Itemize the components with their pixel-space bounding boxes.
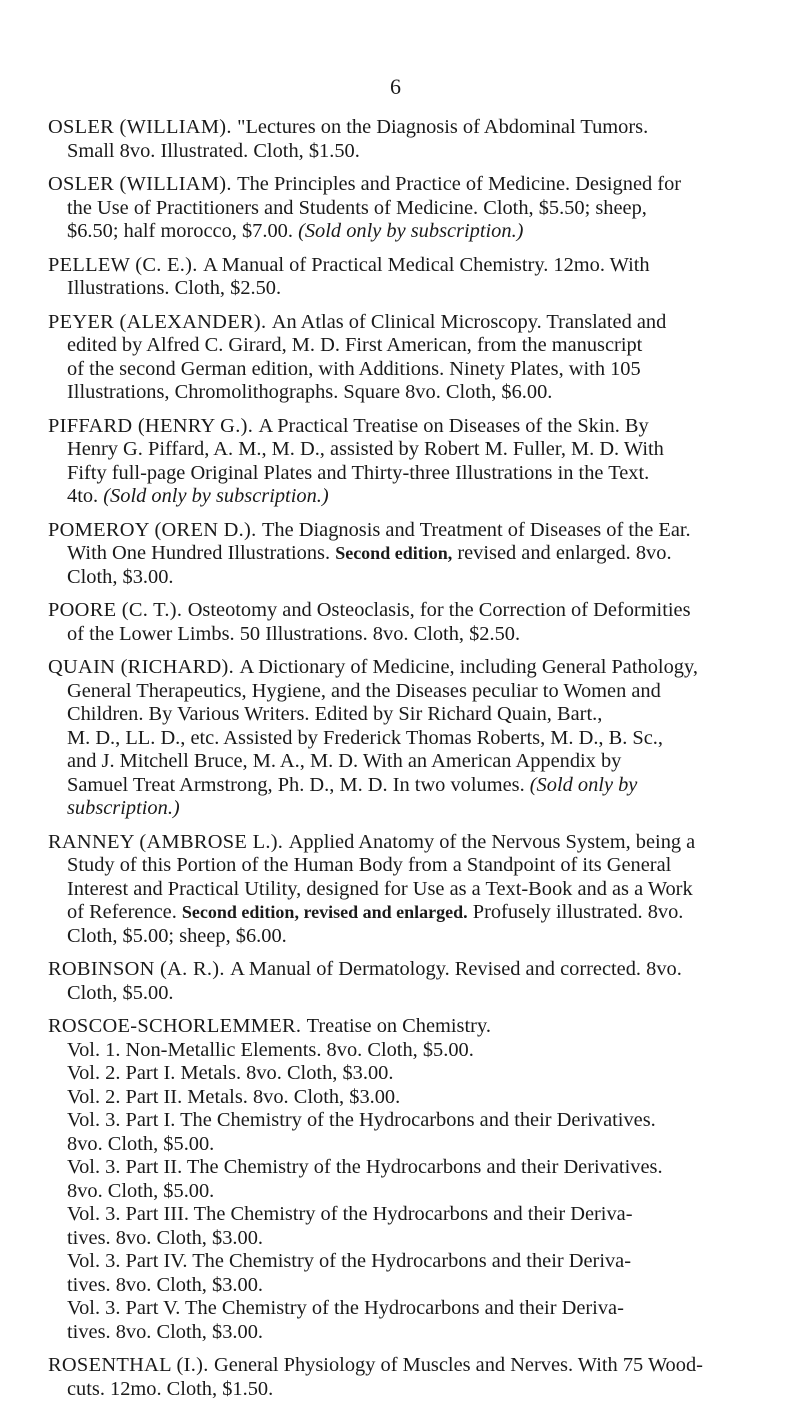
entry-text: The Diagnosis and Treatment of Diseases of the Ear. bbox=[261, 518, 691, 541]
entry-author: PIFFARD (HENRY G.). bbox=[48, 414, 259, 437]
volume-line: 8vo. Cloth, $5.00. bbox=[67, 1179, 215, 1202]
catalog-entry bbox=[48, 116, 760, 163]
entry-author: ROBINSON (A. R.). bbox=[48, 958, 231, 980]
entry-text: Applied Anatomy of the Nervous System, being a bbox=[288, 830, 696, 853]
entry-line bbox=[48, 519, 760, 543]
entry-line: and J. Mitchell Bruce, M. A., M. D. With an American Appendix by bbox=[67, 750, 622, 772]
entry-line: Fifty full-page Original Plates and Thirty-three Illustrations in the Text. bbox=[67, 461, 650, 484]
entry-note: (Sold only by subscription.) bbox=[103, 485, 329, 507]
catalog-entry bbox=[48, 415, 760, 509]
entry-line: Cloth, $5.00. bbox=[67, 981, 174, 1004]
entry-author: PELLEW (C. E.). bbox=[48, 253, 204, 276]
volume-line: Vol. 3. Part II. The Chemistry of the Hydrocarbons and their Derivatives. bbox=[67, 1156, 663, 1178]
edition-note: Second edition, bbox=[335, 543, 453, 563]
entry-text: of Reference. bbox=[67, 901, 182, 923]
entry-line bbox=[48, 415, 760, 439]
entry-line: Children. By Various Writers. Edited by Sir Richard Quain, Bart., bbox=[67, 703, 603, 725]
entry-line bbox=[48, 542, 760, 566]
entry-text: "Lectures on the Diagnosis of Abdominal Tumors. bbox=[237, 116, 649, 138]
entry-author: ROSENTHAL (I.). bbox=[48, 1354, 215, 1376]
entry-line: the Use of Practitioners and Students of Medicine. Cloth, $5.50; sheep, bbox=[67, 196, 647, 219]
entry-line bbox=[48, 797, 760, 821]
entry-line: Henry G. Piffard, A. M., M. D., assisted by Robert M. Fuller, M. D. With bbox=[67, 438, 664, 460]
entry-author: OSLER (WILLIAM). bbox=[48, 116, 238, 138]
entry-line: M. D., LL. D., etc. Assisted by Frederick Thomas Roberts, M. D., B. Sc., bbox=[67, 726, 663, 749]
entry-line: edited by Alfred C. Girard, M. D. First American, from the manuscript bbox=[67, 334, 643, 356]
volume-line: tives. 8vo. Cloth, $3.00. bbox=[67, 1273, 263, 1296]
volume-line: Vol. 2. Part II. Metals. 8vo. Cloth, $3.00. bbox=[67, 1085, 401, 1108]
entry-text: Osteotomy and Osteoclasis, for the Correction of Deformities bbox=[187, 599, 691, 621]
entry-author: PEYER (ALEXANDER). bbox=[48, 310, 272, 333]
entry-author: RANNEY (AMBROSE L.). bbox=[48, 830, 289, 853]
catalog-entries bbox=[48, 116, 760, 1411]
entry-text: General Physiology of Muscles and Nerves. With 75 Wood- bbox=[214, 1354, 703, 1376]
entry-author: OSLER (WILLIAM). bbox=[48, 173, 238, 195]
entry-line: General Therapeutics, Hygiene, and the Diseases peculiar to Women and bbox=[67, 679, 661, 702]
entry-line: of the Lower Limbs. 50 Illustrations. 8vo. Cloth, $2.50. bbox=[67, 622, 521, 645]
catalog-entry bbox=[48, 1015, 760, 1344]
catalog-entry bbox=[48, 311, 760, 405]
entry-line bbox=[48, 485, 760, 509]
entry-note: (Sold only by subscription.) bbox=[298, 220, 524, 242]
entry-text: A Manual of Practical Medical Chemistry. 12mo. With bbox=[203, 253, 650, 276]
entry-author: POORE (C. T.). bbox=[48, 599, 188, 621]
entry-note: subscription.) bbox=[67, 797, 180, 819]
catalog-entry bbox=[48, 173, 760, 244]
volume-line: Vol. 3. Part V. The Chemistry of the Hydrocarbons and their Deriva- bbox=[67, 1297, 624, 1319]
entry-note: (Sold only by bbox=[529, 773, 638, 796]
entry-line bbox=[48, 1015, 760, 1039]
catalog-entry bbox=[48, 599, 760, 646]
entry-text: Profusely illustrated. 8vo. bbox=[467, 901, 684, 923]
entry-line: Interest and Practical Utility, designed for Use as a Text-Book and as a Work bbox=[67, 877, 693, 900]
entry-line bbox=[48, 599, 760, 623]
entry-line: Illustrations. Cloth, $2.50. bbox=[67, 277, 282, 299]
entry-line bbox=[48, 958, 760, 982]
volume-line: tives. 8vo. Cloth, $3.00. bbox=[67, 1226, 263, 1249]
entry-line bbox=[48, 173, 760, 197]
volume-line: Vol. 3. Part III. The Chemistry of the Hydrocarbons and their Deriva- bbox=[67, 1203, 633, 1225]
entry-line: of the second German edition, with Additions. Ninety Plates, with 105 bbox=[67, 357, 641, 380]
entry-text: Treatise on Chemistry. bbox=[306, 1015, 491, 1037]
entry-line: Study of this Portion of the Human Body from a Standpoint of its General bbox=[67, 854, 672, 876]
volume-line: 8vo. Cloth, $5.00. bbox=[67, 1132, 215, 1155]
catalog-entry bbox=[48, 656, 760, 821]
catalog-entry bbox=[48, 1354, 760, 1401]
volume-line: Vol. 3. Part IV. The Chemistry of the Hydrocarbons and their Deriva- bbox=[67, 1250, 632, 1272]
entry-line bbox=[48, 656, 760, 680]
entry-author: POMEROY (OREN D.). bbox=[48, 518, 262, 541]
entry-text: $6.50; half morocco, $7.00. bbox=[67, 220, 299, 242]
entry-text: The Principles and Practice of Medicine. Designed for bbox=[237, 173, 682, 195]
entry-line bbox=[48, 831, 760, 855]
entry-line bbox=[48, 1354, 760, 1378]
entry-line: Illustrations, Chromolithographs. Square 8vo. Cloth, $6.00. bbox=[67, 381, 553, 403]
entry-author: QUAIN (RICHARD). bbox=[48, 656, 240, 678]
entry-line bbox=[48, 901, 760, 925]
volume-line: Vol. 1. Non-Metallic Elements. 8vo. Cloth, $5.00. bbox=[67, 1038, 474, 1061]
volume-line: tives. 8vo. Cloth, $3.00. bbox=[67, 1320, 263, 1343]
entry-line bbox=[48, 116, 760, 140]
entry-text: A Practical Treatise on Diseases of the Skin. By bbox=[258, 414, 649, 437]
page-number: 6 bbox=[390, 74, 401, 99]
entry-author: ROSCOE-SCHORLEMMER. bbox=[48, 1015, 307, 1037]
volume-line: Vol. 2. Part I. Metals. 8vo. Cloth, $3.00. bbox=[67, 1062, 394, 1084]
entry-line bbox=[48, 311, 760, 335]
entry-line: Cloth, $5.00; sheep, $6.00. bbox=[67, 924, 287, 947]
entry-line bbox=[48, 220, 760, 244]
entry-line bbox=[48, 774, 760, 798]
entry-line: Small 8vo. Illustrated. Cloth, $1.50. bbox=[67, 139, 360, 162]
entry-line: cuts. 12mo. Cloth, $1.50. bbox=[67, 1377, 274, 1400]
entry-text: An Atlas of Clinical Microscopy. Translated and bbox=[271, 310, 667, 333]
catalog-entry bbox=[48, 254, 760, 301]
entry-line bbox=[48, 254, 760, 278]
entry-text: With One Hundred Illustrations. bbox=[67, 542, 336, 564]
volume-line: Vol. 3. Part I. The Chemistry of the Hydrocarbons and their Derivatives. bbox=[67, 1109, 656, 1131]
entry-text: 4to. bbox=[67, 485, 104, 507]
entry-text: A Manual of Dermatology. Revised and corrected. 8vo. bbox=[230, 958, 682, 980]
entry-line: Cloth, $3.00. bbox=[67, 565, 174, 588]
entry-text: Samuel Treat Armstrong, Ph. D., M. D. In two volumes. bbox=[67, 773, 530, 796]
entry-text: A Dictionary of Medicine, including General Pathology, bbox=[239, 656, 698, 678]
catalog-entry bbox=[48, 519, 760, 590]
entry-text: revised and enlarged. 8vo. bbox=[452, 542, 672, 564]
catalog-entry bbox=[48, 831, 760, 949]
edition-note: Second edition, revised and enlarged. bbox=[181, 902, 468, 922]
catalog-entry bbox=[48, 958, 760, 1005]
